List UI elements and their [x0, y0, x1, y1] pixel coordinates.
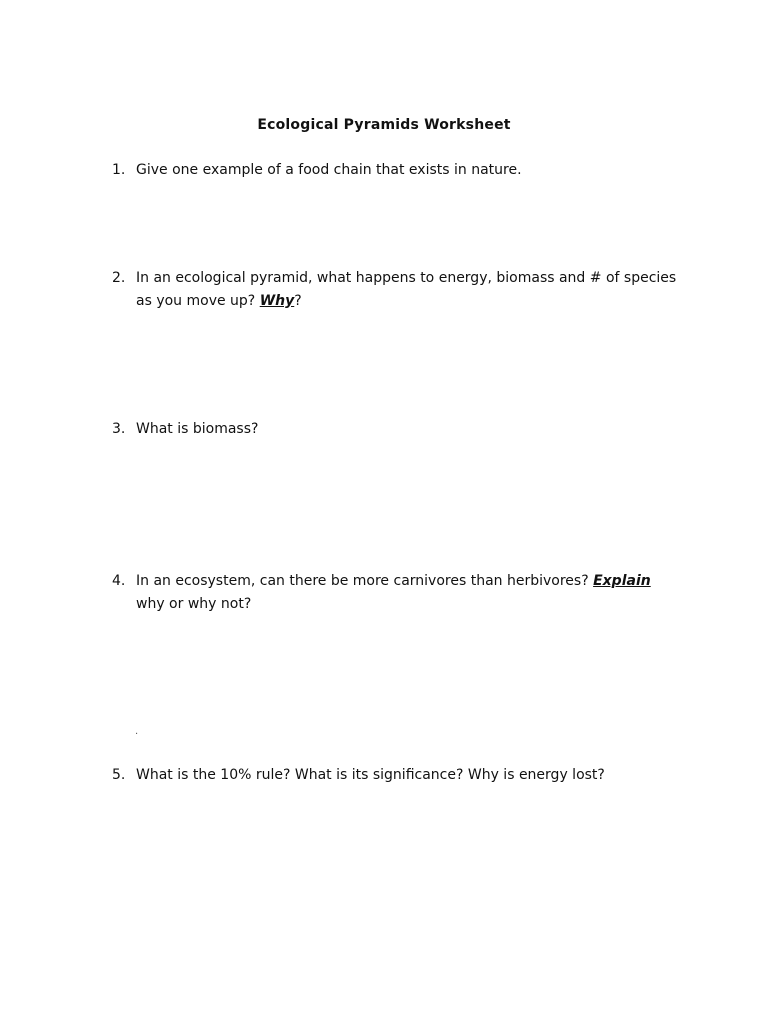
- question-text: Give one example of a food chain that exists in nature.: [136, 162, 522, 178]
- question-4: [112, 570, 682, 616]
- question-2: [112, 267, 682, 313]
- question-text: In an ecosystem, can there be more carnivores than herbivores? Explain why or why not?: [136, 573, 651, 612]
- stray-mark: .: [135, 726, 139, 737]
- question-3: [112, 418, 682, 441]
- question-text: What is biomass?: [136, 421, 259, 437]
- question-number: 4.: [112, 573, 126, 589]
- question-number: 2.: [112, 270, 126, 286]
- emphasis-explain: Explain: [593, 573, 651, 589]
- question-number: 5.: [112, 767, 126, 783]
- question-5: [112, 764, 682, 787]
- emphasis-why: Why: [259, 293, 295, 309]
- question-text: What is the 10% rule? What is its significance? Why is energy lost?: [136, 767, 605, 783]
- question-number: 1.: [112, 162, 126, 178]
- question-text: In an ecological pyramid, what happens to energy, biomass and # of species as you move up? Why?: [136, 270, 677, 309]
- question-number: 3.: [112, 421, 126, 437]
- page-title: Ecological Pyramids Worksheet: [257, 117, 511, 133]
- question-1: [112, 159, 682, 182]
